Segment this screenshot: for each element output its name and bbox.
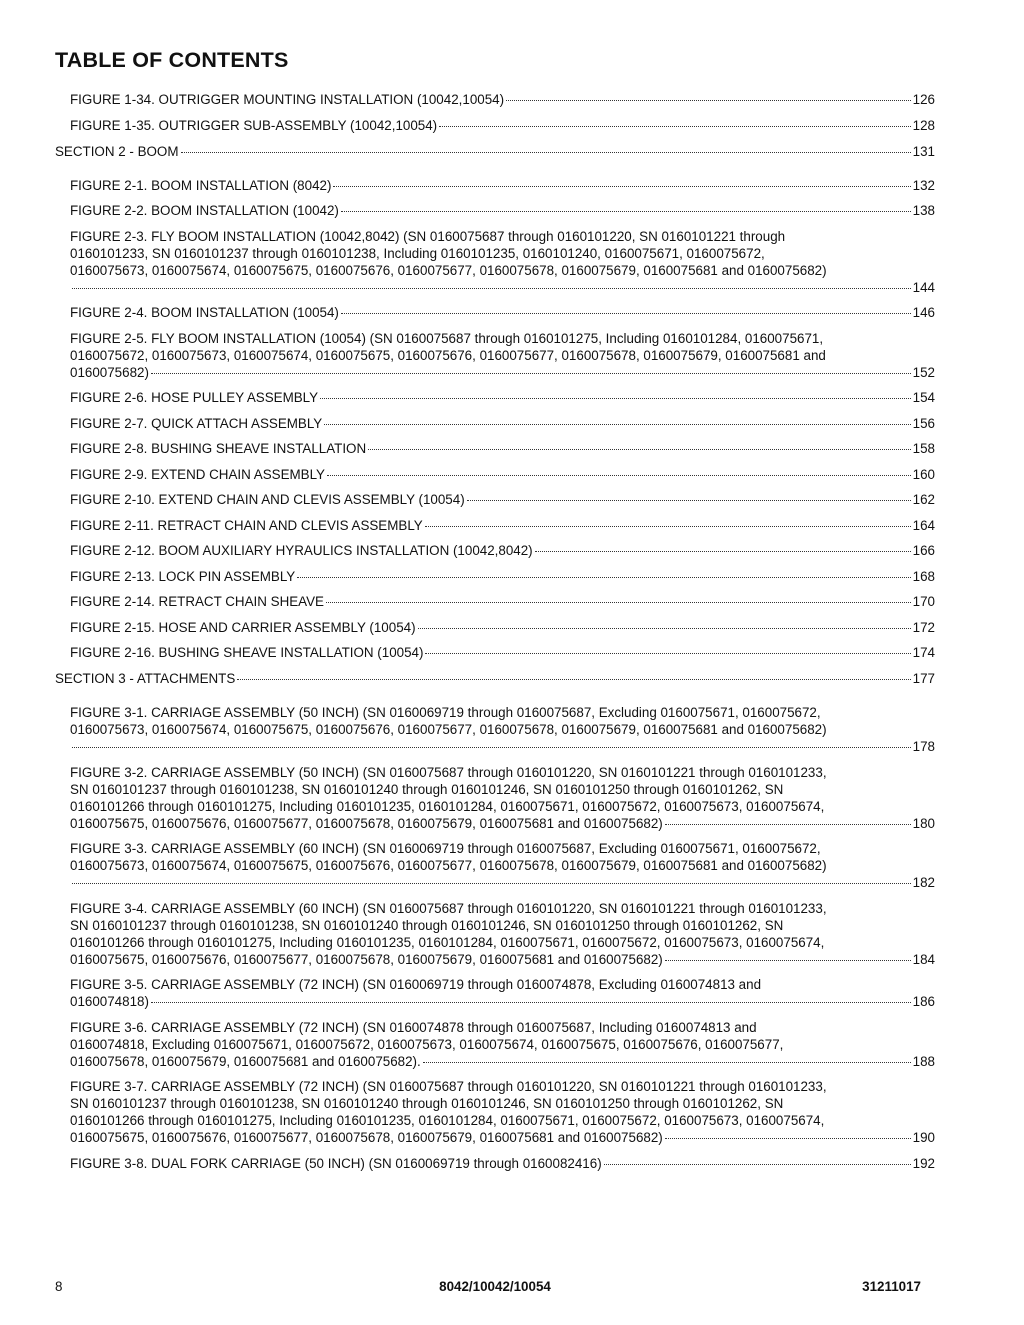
toc-entry-title: 0160075675, 0160075676, 0160075677, 0160075678, 0160075679, 0160075681 and 0160075682) xyxy=(70,1130,663,1145)
toc-page-number[interactable]: 162 xyxy=(912,492,935,507)
toc-entry-title: 0160075675, 0160075676, 0160075677, 0160075678, 0160075679, 0160075681 and 0160075682) xyxy=(70,951,663,967)
toc-figure-entry[interactable] xyxy=(55,202,935,219)
toc-entry-title: FIGURE 2-11. RETRACT CHAIN AND CLEVIS ASSEMBLY xyxy=(70,517,423,533)
toc-entry-title-line: FIGURE 3-6. CARRIAGE ASSEMBLY (72 INCH) (SN 0160074878 through 0160075687, Including 0160074813 and xyxy=(70,1019,757,1035)
toc-entry-leader-row xyxy=(55,143,935,160)
toc-figure-entry[interactable] xyxy=(55,304,935,321)
toc-figure-entry[interactable] xyxy=(55,1019,935,1070)
toc-figure-entry[interactable] xyxy=(55,466,935,483)
toc-entry-leader-row xyxy=(70,491,935,508)
toc-entry-title: 0160075682) xyxy=(70,364,149,380)
dot-leader xyxy=(326,602,911,603)
toc-page-number[interactable]: 160 xyxy=(912,466,935,482)
toc-entry-leader-row xyxy=(70,542,935,559)
toc-entry-title-line: FIGURE 2-3. FLY BOOM INSTALLATION (10042,8042) (SN 0160075687 through 0160101220, SN 0160101221 through xyxy=(70,228,786,244)
footer-page-number: 8 xyxy=(55,1279,63,1294)
toc-figure-entry[interactable] xyxy=(55,415,935,432)
toc-entry-title-line: FIGURE 3-5. CARRIAGE ASSEMBLY (72 INCH) (SN 0160069719 through 0160074878, Excluding 0160074813 and xyxy=(70,977,762,992)
toc-figure-entry[interactable] xyxy=(55,1155,935,1172)
dot-leader xyxy=(320,398,911,399)
toc-entry-leader-row xyxy=(70,815,935,832)
toc-figure-entry[interactable] xyxy=(55,517,935,534)
toc-entry-title-line: FIGURE 3-4. CARRIAGE ASSEMBLY (60 INCH) (SN 0160075687 through 0160101220, SN 0160101221 through 0160101233, xyxy=(70,900,827,916)
toc-entry-title-line: 0160074818, Excluding 0160075671, 0160075672, 0160075673, 0160075674, 0160075675, 0160075676, 0160075677, xyxy=(70,1036,784,1052)
dot-leader xyxy=(333,186,910,187)
toc-entry-title: 0160074818) xyxy=(70,994,149,1009)
toc-entry-title: FIGURE 2-7. QUICK ATTACH ASSEMBLY xyxy=(70,415,323,431)
toc-page-number[interactable]: 152 xyxy=(912,364,935,380)
toc-page-number[interactable]: 132 xyxy=(912,177,935,193)
dot-leader xyxy=(467,500,911,501)
toc-entry-leader-row xyxy=(70,1129,935,1146)
toc-page-number[interactable]: 172 xyxy=(912,619,935,635)
toc-figure-entry[interactable] xyxy=(55,976,935,1010)
toc-entry-leader-row xyxy=(70,202,935,219)
toc-page-number[interactable]: 180 xyxy=(912,815,935,831)
toc-entry-title-line: FIGURE 3-3. CARRIAGE ASSEMBLY (60 INCH) (SN 0160069719 through 0160075687, Excluding 0160075671, 0160075672, xyxy=(70,841,821,856)
toc-page-number[interactable]: 186 xyxy=(912,994,935,1009)
toc-entry-leader-row xyxy=(70,568,935,585)
dot-leader xyxy=(72,288,911,289)
toc-entry-leader-row xyxy=(70,440,935,457)
toc-entry-title-line: 0160075672, 0160075673, 0160075674, 0160075675, 0160075676, 0160075677, 0160075678, 0160075679, 0160075681 and xyxy=(70,347,826,363)
toc-figure-entry[interactable] xyxy=(55,593,935,610)
toc-figure-entry[interactable] xyxy=(55,330,935,381)
toc-entry-title: FIGURE 2-6. HOSE PULLEY ASSEMBLY xyxy=(70,390,319,405)
dot-leader xyxy=(324,424,910,425)
toc-entry-title-line: FIGURE 3-1. CARRIAGE ASSEMBLY (50 INCH) (SN 0160069719 through 0160075687, Excluding 0160075671, 0160075672, xyxy=(70,705,821,720)
toc-page-number[interactable]: 146 xyxy=(912,305,935,320)
toc-page-number[interactable]: 190 xyxy=(912,1130,935,1145)
toc-page-number[interactable]: 168 xyxy=(912,568,935,584)
footer-document-number: 31211017 xyxy=(862,1279,921,1294)
toc-page-number[interactable]: 128 xyxy=(912,117,935,133)
dot-leader xyxy=(151,373,911,374)
toc-entry-title-line: FIGURE 3-2. CARRIAGE ASSEMBLY (50 INCH) (SN 0160075687 through 0160101220, SN 0160101221 through 0160101233, xyxy=(70,764,827,780)
toc-page-number[interactable]: 177 xyxy=(912,671,935,686)
dot-leader xyxy=(425,653,910,654)
toc-entry-leader-row xyxy=(70,364,935,381)
toc-figure-entry[interactable] xyxy=(55,1078,935,1146)
toc-figure-entry[interactable] xyxy=(55,900,935,968)
toc-entry-leader-row xyxy=(70,644,935,661)
toc-entry-title: FIGURE 2-14. RETRACT CHAIN SHEAVE xyxy=(70,594,324,609)
toc-entry-title: FIGURE 1-35. OUTRIGGER SUB-ASSEMBLY (10042,10054) xyxy=(70,117,438,133)
toc-figure-entry[interactable] xyxy=(55,228,935,296)
toc-section-entry[interactable] xyxy=(55,670,935,687)
toc-figure-entry[interactable] xyxy=(55,177,935,194)
toc-entry-leader-row xyxy=(70,415,935,432)
toc-page-number[interactable]: 138 xyxy=(912,203,935,218)
toc-page-number[interactable]: 144 xyxy=(912,279,935,295)
toc-entry-leader-row xyxy=(70,1053,935,1070)
dot-leader xyxy=(341,313,911,314)
toc-page-number[interactable]: 164 xyxy=(912,517,935,533)
dot-leader xyxy=(665,1138,911,1139)
toc-entry-title: FIGURE 3-8. DUAL FORK CARRIAGE (50 INCH) (SN 0160069719 through 0160082416) xyxy=(70,1155,602,1171)
toc-entry-leader-row xyxy=(70,517,935,534)
dot-leader xyxy=(665,824,911,825)
toc-entry-title-line: FIGURE 2-5. FLY BOOM INSTALLATION (10054) (SN 0160075687 through 0160101275, Including 0160101284, 0160075671, xyxy=(70,330,824,346)
footer-model-numbers: 8042/10042/10054 xyxy=(439,1279,551,1294)
dot-leader xyxy=(425,526,911,527)
toc-entry-title: SECTION 3 - ATTACHMENTS xyxy=(55,671,236,686)
dot-leader xyxy=(181,152,911,153)
toc-figure-entry[interactable] xyxy=(55,764,935,832)
dot-leader xyxy=(439,126,911,127)
toc-entry-title-line: 0160101266 through 0160101275, Including 0160101235, 0160101284, 0160075671, 0160075672, 0160075673, 0160075674, xyxy=(70,798,825,814)
dot-leader xyxy=(368,449,911,450)
toc-entry-title-line: 0160075673, 0160075674, 0160075675, 0160075676, 0160075677, 0160075678, 0160075679, 0160075681 and 0160075682) xyxy=(70,722,827,737)
toc-page-number[interactable]: 170 xyxy=(912,594,935,609)
dot-leader xyxy=(151,1002,911,1003)
toc-page-number[interactable]: 178 xyxy=(912,739,935,754)
toc-entry-title-line: 0160101233, SN 0160101237 through 0160101238, Including 0160101235, 0160101240, 0160075671, 0160075672, xyxy=(70,245,765,261)
toc-entry-title: 0160075678, 0160075679, 0160075681 and 0160075682). xyxy=(70,1053,421,1069)
toc-entry-leader-row xyxy=(70,619,935,636)
toc-entry-title-line: 0160101266 through 0160101275, Including 0160101235, 0160101284, 0160075671, 0160075672, 0160075673, 0160075674, xyxy=(70,934,825,950)
toc-figure-entry[interactable] xyxy=(55,644,935,661)
dot-leader xyxy=(506,100,911,101)
toc-page-number[interactable]: 126 xyxy=(912,92,935,107)
toc-page-number[interactable]: 174 xyxy=(912,645,935,660)
toc-entry-leader-row xyxy=(70,279,935,296)
toc-entry-leader-row xyxy=(70,389,935,406)
toc-entry-leader-row xyxy=(70,874,935,891)
toc-page-number[interactable]: 184 xyxy=(912,951,935,967)
dot-leader xyxy=(72,747,911,748)
toc-figure-entry[interactable] xyxy=(55,91,935,108)
toc-entry-title: FIGURE 2-2. BOOM INSTALLATION (10042) xyxy=(70,203,339,218)
toc-page-number[interactable]: 188 xyxy=(912,1053,935,1069)
page-title: TABLE OF CONTENTS xyxy=(55,48,289,72)
dot-leader xyxy=(297,577,910,578)
toc-entry-leader-row xyxy=(55,670,935,687)
toc-figure-entry[interactable] xyxy=(55,491,935,508)
dot-leader xyxy=(418,628,911,629)
toc-entry-title-line: 0160075673, 0160075674, 0160075675, 0160075676, 0160075677, 0160075678, 0160075679, 0160075681 and 0160075682) xyxy=(70,858,827,873)
toc-entry-title: FIGURE 2-12. BOOM AUXILIARY HYRAULICS INSTALLATION (10042,8042) xyxy=(70,543,533,558)
toc-entry-title: FIGURE 2-10. EXTEND CHAIN AND CLEVIS ASSEMBLY (10054) xyxy=(70,492,465,507)
toc-entry-title-line: SN 0160101237 through 0160101238, SN 0160101240 through 0160101246, SN 0160101250 through 0160101262, SN xyxy=(70,1096,784,1111)
toc-figure-entry[interactable] xyxy=(55,704,935,755)
toc-entry-leader-row xyxy=(70,177,935,194)
toc-list xyxy=(55,91,935,1180)
toc-entry-title-line: SN 0160101237 through 0160101238, SN 0160101240 through 0160101246, SN 0160101250 through 0160101262, SN xyxy=(70,781,784,797)
toc-page-number[interactable]: 182 xyxy=(912,875,935,890)
toc-entry-leader-row xyxy=(70,304,935,321)
toc-entry-leader-row xyxy=(70,993,935,1010)
toc-entry-title: SECTION 2 - BOOM xyxy=(55,143,179,159)
toc-entry-leader-row xyxy=(70,466,935,483)
toc-entry-leader-row xyxy=(70,951,935,968)
toc-page-number[interactable]: 166 xyxy=(912,543,935,558)
dot-leader xyxy=(535,551,911,552)
toc-entry-title-line: FIGURE 3-7. CARRIAGE ASSEMBLY (72 INCH) (SN 0160075687 through 0160101220, SN 0160101221 through 0160101233, xyxy=(70,1079,827,1094)
dot-leader xyxy=(237,679,910,680)
toc-figure-entry[interactable] xyxy=(55,619,935,636)
dot-leader xyxy=(665,960,911,961)
toc-entry-title: FIGURE 2-8. BUSHING SHEAVE INSTALLATION xyxy=(70,441,367,456)
toc-figure-entry[interactable] xyxy=(55,542,935,559)
dot-leader xyxy=(327,475,911,476)
toc-entry-title: FIGURE 2-9. EXTEND CHAIN ASSEMBLY xyxy=(70,466,325,482)
dot-leader xyxy=(341,211,911,212)
toc-figure-entry[interactable] xyxy=(55,840,935,891)
toc-entry-title: FIGURE 1-34. OUTRIGGER MOUNTING INSTALLATION (10042,10054) xyxy=(70,92,505,107)
toc-entry-leader-row xyxy=(70,91,935,108)
dot-leader xyxy=(423,1062,911,1063)
toc-entry-leader-row xyxy=(70,593,935,610)
toc-entry-title: FIGURE 2-15. HOSE AND CARRIER ASSEMBLY (10054) xyxy=(70,619,416,635)
toc-entry-title: 0160075675, 0160075676, 0160075677, 0160075678, 0160075679, 0160075681 and 0160075682) xyxy=(70,815,663,831)
dot-leader xyxy=(604,1164,911,1165)
toc-entry-title: FIGURE 2-13. LOCK PIN ASSEMBLY xyxy=(70,568,296,584)
toc-entry-leader-row xyxy=(70,738,935,755)
toc-figure-entry[interactable] xyxy=(55,117,935,134)
toc-entry-title: FIGURE 2-4. BOOM INSTALLATION (10054) xyxy=(70,305,339,320)
toc-page-number[interactable]: 131 xyxy=(912,143,935,159)
toc-figure-entry[interactable] xyxy=(55,568,935,585)
toc-figure-entry[interactable] xyxy=(55,440,935,457)
toc-entry-title-line: SN 0160101237 through 0160101238, SN 0160101240 through 0160101246, SN 0160101250 through 0160101262, SN xyxy=(70,917,784,933)
toc-entry-title-line: 0160101266 through 0160101275, Including 0160101235, 0160101284, 0160075671, 0160075672, 0160075673, 0160075674, xyxy=(70,1113,825,1128)
toc-entry-title: FIGURE 2-1. BOOM INSTALLATION (8042) xyxy=(70,177,332,193)
toc-page-number[interactable]: 156 xyxy=(912,415,935,431)
dot-leader xyxy=(72,883,911,884)
toc-page-number[interactable]: 158 xyxy=(912,441,935,456)
toc-entry-title-line: 0160075673, 0160075674, 0160075675, 0160075676, 0160075677, 0160075678, 0160075679, 0160075681 and 0160075682) xyxy=(70,262,827,278)
toc-page-number[interactable]: 192 xyxy=(912,1155,935,1171)
toc-entry-leader-row xyxy=(70,1155,935,1172)
toc-entry-leader-row xyxy=(70,117,935,134)
toc-entry-title: FIGURE 2-16. BUSHING SHEAVE INSTALLATION (10054) xyxy=(70,645,424,660)
toc-figure-entry[interactable] xyxy=(55,389,935,406)
toc-section-entry[interactable] xyxy=(55,143,935,160)
toc-page-number[interactable]: 154 xyxy=(912,390,935,405)
